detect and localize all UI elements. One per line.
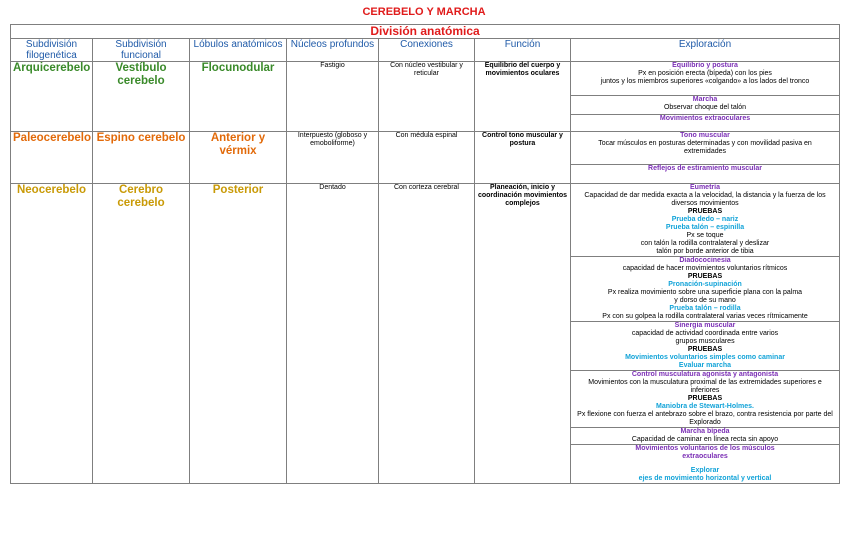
block-title: Sinergia muscular bbox=[674, 322, 736, 329]
header-row bbox=[11, 39, 840, 62]
block-text: Px en posición erecta (bípeda) con los pies bbox=[638, 70, 772, 77]
test-name: Prueba talón – espinilla bbox=[665, 224, 745, 231]
block-text: Px realiza movimiento sobre una superficie plana con la palma bbox=[607, 289, 803, 296]
block-text: grupos musculares bbox=[675, 338, 735, 345]
block-text: diversos movimientos bbox=[671, 200, 739, 207]
pruebas-label: PRUEBAS bbox=[687, 395, 723, 402]
block-text: Capacidad de dar medida exacta a la velocidad, la distancia y la fuerza de los bbox=[584, 192, 826, 199]
block-title: Diadococinesia bbox=[679, 257, 731, 264]
nucleos-cell: Fastigio bbox=[287, 62, 379, 132]
filogenetica-cell: Paleocerebelo bbox=[11, 132, 93, 184]
test-name: ejes de movimiento horizontal y vertical bbox=[638, 475, 772, 482]
lobulos-cell: Posterior bbox=[190, 184, 287, 484]
block-text: con talón la rodilla contralateral y deslizar bbox=[640, 240, 770, 247]
block-text: Px flexione con fuerza el antebrazo sobre el brazo, contra resistencia por parte del bbox=[577, 411, 833, 418]
block-text: extremidades bbox=[683, 148, 727, 155]
pruebas-label: PRUEBAS bbox=[687, 208, 723, 215]
exploracion-block bbox=[571, 184, 840, 257]
test-name: Evaluar marcha bbox=[678, 362, 732, 369]
table-row bbox=[11, 62, 840, 96]
funcional-cell: Espino cerebelo bbox=[93, 132, 190, 184]
exploracion-block bbox=[571, 257, 840, 322]
column-header: Subdivisión funcional bbox=[93, 39, 190, 62]
table-row bbox=[11, 184, 840, 257]
filogenetica-cell: Arquicerebelo bbox=[11, 62, 93, 132]
funcion-cell: Planeación, inicio y coordinación movimientos complejos bbox=[475, 184, 571, 484]
exploracion-block bbox=[571, 322, 840, 371]
funcion-cell: Control tono muscular y postura bbox=[475, 132, 571, 184]
column-header: Lóbulos anatómicos bbox=[190, 39, 287, 62]
table-row bbox=[11, 132, 840, 165]
block-text: y dorso de su mano bbox=[674, 297, 736, 304]
filogenetica-cell: Neocerebelo bbox=[11, 184, 93, 484]
test-name: Movimientos voluntarios simples como caminar bbox=[625, 354, 785, 361]
column-header: Función bbox=[475, 39, 571, 62]
test-name: Prueba talón – rodilla bbox=[669, 305, 741, 312]
test-name: Pronación-supinación bbox=[668, 281, 742, 288]
block-text: inferiores bbox=[690, 387, 720, 394]
block-text: capacidad de actividad coordinada entre varios bbox=[631, 330, 779, 337]
block-text: Observar choque del talón bbox=[663, 104, 747, 111]
funcional-cell: Cerebro cerebelo bbox=[93, 184, 190, 484]
block-title: Reflejos de estiramiento muscular bbox=[648, 165, 762, 172]
nucleos-cell: Dentado bbox=[287, 184, 379, 484]
block-text: talón por borde anterior de tibia bbox=[656, 248, 754, 255]
block-title: Marcha bípeda bbox=[680, 428, 730, 435]
block-text: juntos y los miembros superiores «colgando» a los lados del tronco bbox=[600, 78, 810, 85]
exploracion-block bbox=[571, 115, 840, 132]
block-text: Px se toque bbox=[686, 232, 724, 239]
block-title: extraoculares bbox=[682, 453, 728, 460]
block-text: Explorado bbox=[689, 419, 721, 426]
block-text: Tocar músculos en posturas determinadas y con movilidad pasiva en bbox=[598, 140, 812, 147]
lobulos-cell: Anterior y vérmix bbox=[190, 132, 287, 184]
exploracion-block bbox=[571, 96, 840, 115]
test-name: Maniobra de Stewart-Holmes. bbox=[655, 403, 755, 410]
block-text: Movimientos con la musculatura proximal de las extremidades superiores e bbox=[588, 379, 822, 386]
funcional-cell: Vestíbulo cerebelo bbox=[93, 62, 190, 132]
block-title: Movimientos voluntarios de los músculos bbox=[635, 445, 775, 452]
block-title: Marcha bbox=[692, 96, 718, 103]
block-title: Movimientos extraoculares bbox=[659, 115, 751, 122]
exploracion-block bbox=[571, 445, 840, 484]
lobulos-cell: Flocunodular bbox=[190, 62, 287, 132]
column-header: Subdivisión filogenética bbox=[11, 39, 93, 62]
exploracion-block bbox=[571, 428, 840, 445]
test-name: Prueba dedo – nariz bbox=[671, 216, 739, 223]
block-title: Control musculatura agonista y antagonista bbox=[631, 371, 779, 378]
page-title: CEREBELO Y MARCHA bbox=[362, 6, 486, 18]
column-header: Núcleos profundos bbox=[287, 39, 379, 62]
column-header: Conexiones bbox=[379, 39, 475, 62]
exploracion-block bbox=[571, 371, 840, 428]
exploracion-block bbox=[571, 165, 840, 184]
nucleos-cell: Interpuesto (globoso y emoboliforme) bbox=[287, 132, 379, 184]
block-title: Tono muscular bbox=[680, 132, 730, 139]
conexiones-cell: Con núcleo vestibular y reticular bbox=[379, 62, 475, 132]
pruebas-label: PRUEBAS bbox=[687, 346, 723, 353]
block-title: Eumetría bbox=[690, 184, 720, 191]
block-text: capacidad de hacer movimientos voluntarios rítmicos bbox=[622, 265, 788, 272]
block-text: Px con su golpea la rodilla contralateral varias veces rítmicamente bbox=[602, 313, 808, 320]
division-title: División anatómica bbox=[11, 25, 840, 39]
pruebas-label: PRUEBAS bbox=[687, 273, 723, 280]
conexiones-cell: Con médula espinal bbox=[379, 132, 475, 184]
test-name: Explorar bbox=[690, 467, 720, 474]
exploracion-block bbox=[571, 132, 840, 165]
exploracion-block bbox=[571, 62, 840, 96]
block-title: Equilibrio y postura bbox=[672, 62, 738, 69]
conexiones-cell: Con corteza cerebral bbox=[379, 184, 475, 484]
block-text: Capacidad de caminar en línea recta sin apoyo bbox=[631, 436, 779, 443]
funcion-cell: Equilibrio del cuerpo y movimientos oculares bbox=[475, 62, 571, 132]
column-header: Exploración bbox=[571, 39, 840, 62]
cerebellum-table bbox=[10, 24, 840, 484]
